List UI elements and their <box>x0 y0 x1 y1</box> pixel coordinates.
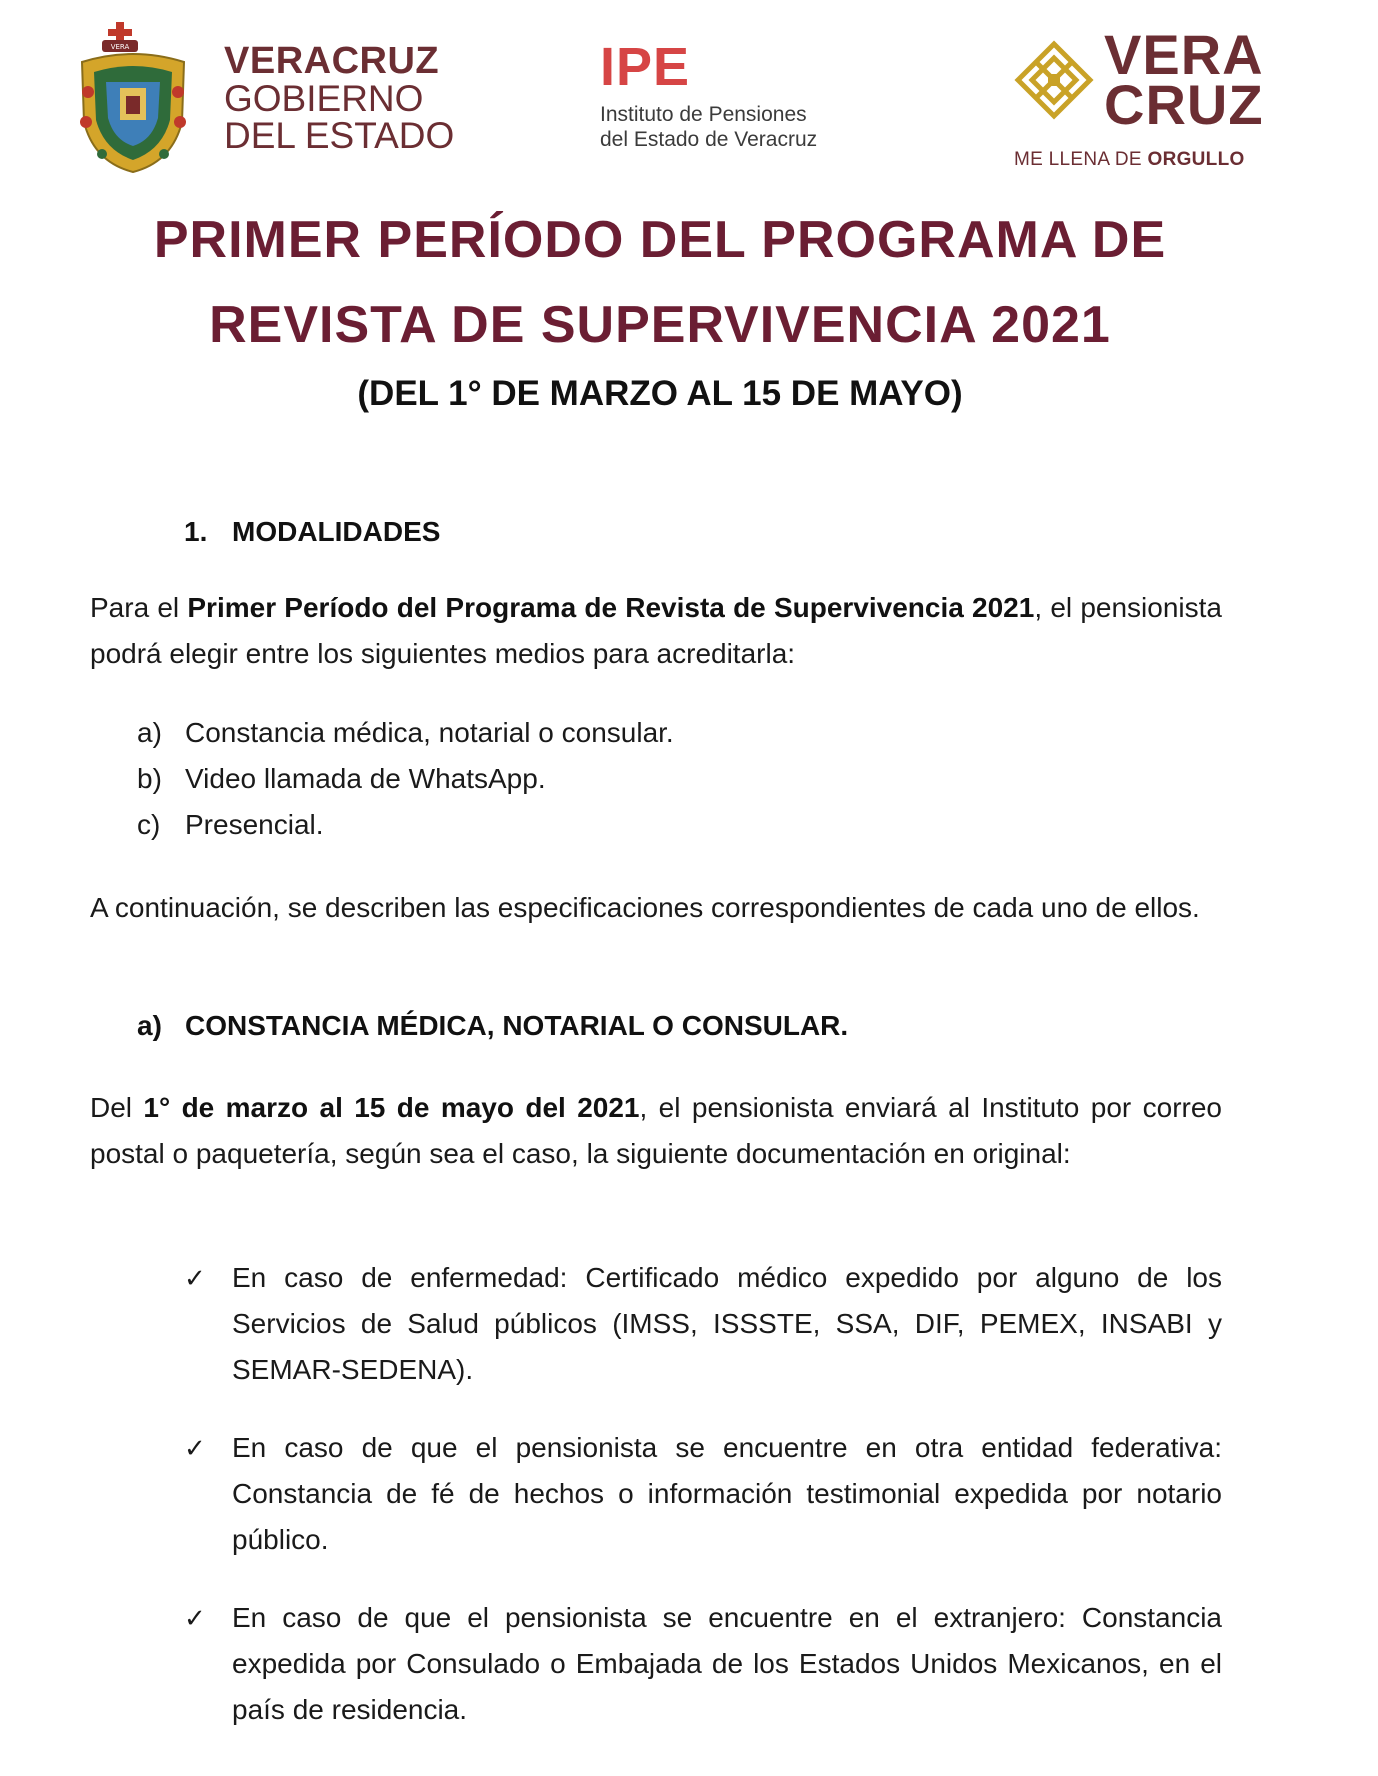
shield-banner: VERA <box>110 43 130 51</box>
document-title-line2: REVISTA DE SUPERVIVENCIA 2021 <box>209 296 1111 354</box>
checkmark-icon: ✓ <box>184 1603 206 1633</box>
intro-paragraph: Para el Primer Período del Programa de Revista de Supervivencia 2021, el pensionista podrá elegir entre los siguientes medios para acreditarla: <box>90 592 1222 669</box>
subsection-heading-constancia: a) CONSTANCIA MÉDICA, NOTARIAL O CONSULAR. <box>137 1010 849 1041</box>
document-subtitle: (DEL 1° DE MARZO AL 15 DE MAYO) <box>357 374 963 413</box>
vera-logo-line1: VERA <box>1104 23 1264 86</box>
checkmark-icon: ✓ <box>184 1433 206 1463</box>
vera-logo-line2: CRUZ <box>1104 73 1264 137</box>
section-heading-modalidades <box>184 516 440 548</box>
ipe-logo <box>600 37 818 152</box>
list-item: c) Presencial. <box>137 809 324 840</box>
checklist-item: ✓ En caso de que el pensionista se encuentre en el extranjero: Constancia expedida por Consulado o Embajada de los Estados Unidos Mexicanos, en el país de residencia. <box>184 1595 1222 1733</box>
gov-logo-line1: VERACRUZ <box>224 40 440 82</box>
continuation-paragraph: A continuación, se describen las especificaciones correspondientes de cada uno de ellos. <box>90 892 1200 923</box>
state-coat-of-arms-icon <box>72 22 194 174</box>
list-item: b) Video llamada de WhatsApp. <box>137 763 546 794</box>
options-list <box>137 710 674 848</box>
ipe-logo-mark: IPE <box>600 37 691 97</box>
knot-pattern-icon <box>1014 40 1094 120</box>
veracruz-brand-logo <box>1014 23 1264 171</box>
document-title-line1: PRIMER PERÍODO DEL PROGRAMA DE <box>153 211 1167 269</box>
checkmark-icon: ✓ <box>184 1263 206 1293</box>
gov-logo-line2: GOBIERNO <box>224 78 424 119</box>
ipe-logo-line2: del Estado de Veracruz <box>600 128 818 152</box>
checklist-item: ✓ En caso de que el pensionista se encuentre en otra entidad federativa: Constancia de fé de hechos o información testimonial expedida por notario público. <box>184 1425 1222 1563</box>
section-heading-text: MODALIDADES <box>232 516 441 547</box>
checklist-item: ✓ En caso de enfermedad: Certificado médico expedido por alguno de los Servicios de Salud públicos (IMSS, ISSSTE, SSA, DIF, PEMEX, INSABI y SEMAR-SEDENA). <box>184 1255 1222 1393</box>
veracruz-government-logo <box>72 22 454 174</box>
gov-logo-line3: DEL ESTADO <box>224 115 455 156</box>
vera-logo-tagline: ME LLENA DE ORGULLO <box>1014 148 1245 170</box>
section-number: 1. <box>184 516 208 547</box>
constancia-paragraph: Del 1° de marzo al 15 de mayo del 2021, el pensionista enviará al Instituto por correo postal o paquetería, según sea el caso, la siguiente documentación en original: <box>90 1092 1222 1169</box>
list-item: a) Constancia médica, notarial o consular. <box>137 717 674 748</box>
document-header <box>0 0 1378 190</box>
ipe-logo-line1: Instituto de Pensiones <box>600 103 807 126</box>
